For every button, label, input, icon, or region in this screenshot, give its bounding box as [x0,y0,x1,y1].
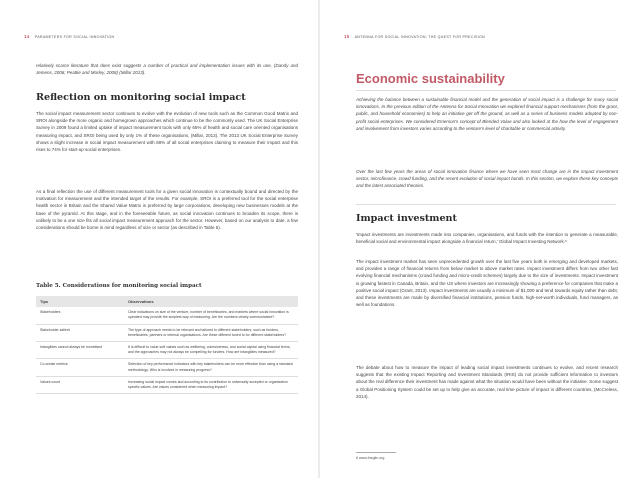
table-header-tips: Tips [36,296,124,307]
left-section-heading: Reflection on monitoring social impact [36,92,246,103]
table-cell-tip: Intangibles cannot always be monetised [36,342,124,359]
table-row [36,307,298,324]
right-page-number: 15 [344,34,350,39]
left-running-header [24,34,294,39]
table-header-observations: Observations [124,296,298,307]
table-row [36,324,298,341]
table-cell-tip: Stakeholders [36,307,124,324]
title-divider [356,90,616,91]
right-intro-1: Achieving the balance between a sustainable financial model and the generation of social impact is a challenge for many social innovations. In the previous edition of the Antenna for Social Innovation we explored financial support mechanisms (from the grant, public, and household economies) to help an initiative get off the ground, as well as a series of business models adopted by non-profit social enterprises. We considered Emerson's concept of Blended Value and also looked at the how the level of engagement and involvement from investors varies according to the venture's level of charitable or commercial activity. [356,97,618,131]
table-cell-observation: Increasing social impact comes and according to its contribution to universally accepted or organisation specific values. Are values considered when measuring impact? [124,376,298,393]
left-intro-text: relatively scarce literature that does exist suggests a number of practical and implementation issues with its use, (Dandy and Jemens, 2006; Peattie and Morley, 2008) (Millar 2013). [36,63,298,76]
page-gutter [318,0,320,478]
right-intro-2: Over the last few years the areas of social innovation finance where we have seen most change are in the impact investment sector, microfinance, crowd funding, and the recent evolution of social impact bonds. In this section, we explore these key concepts and the latest associated theories. [356,169,618,189]
right-quote: 'Impact investments are investments made into companies, organisations, and funds with the intention to generate a measurable, beneficial social and environmental impact alongside a financial return,' Global Impact Investing Network.⁶ [356,232,618,245]
table-row [36,342,298,359]
table-cell-observation: The type of approach needs to be relevant and tailored to different stakeholders, such as funders, beneficiaries, partners or internal organisations. Are these different tuned to for different stakeholders? [124,324,298,341]
right-paragraph-2: The debate about how to measure the impact of leading social impact investments continues to evolve, and recent research suggests that the existing Impact Reporting and Investment Standards (IRIS) do not provide sufficient information to investors about the real difference their investment has made against what the situation would have been without the initiative. Some suggest a Global Positioning System could be set up to help give an accurate, real time picture of impact in different countries, (McCreless, 2014). [356,365,618,399]
left-header-title: PARAMETERS FOR SOCIAL INNOVATION [34,35,115,39]
table-cell-observation: Selection of key performance indicators with key stakeholders can be more effective than using a standard methodology. Who is involved in measuring progress? [124,359,298,376]
table-cell-tip: Stakeholder salient [36,324,124,341]
right-running-header [344,34,614,39]
right-header-title: ANTENNA FOR SOCIAL INNOVATION: THE QUEST FOR PRECISION [354,35,486,39]
right-page [326,0,632,478]
table-cell-tip: Co-create metrics [36,359,124,376]
table-header-row [36,296,298,307]
table-row [36,376,298,393]
right-paragraph-1: The impact investment market has seen unprecedented growth over the last five years both in emerging and developed markets, and provides a range of financial returns from below market to above market rates. Impact investment differs from two other fast evolving financial mechanisms (crowd funding and micro-credit schemes) largely due to the size of investments. Impact investment is growing fastest in Canada, Britain, and the US where investors are increasingly showing a preference for companies that make a positive social impact (Grant, 2013). Impact investments are usually a minimum of $1,000 and tend towards equity rather than debt, and these investments are made by diversified financial institutions, pension funds, high-net-worth individuals, fund managers, as well as foundations. [356,259,618,308]
footnote: 6 www.thegiin.org [356,456,385,460]
left-paragraph-1: The social impact measurement sector continues to evolve with the evolution of new tools such as the Common Good Matrix and SROI alongside the more organic and homegrown approaches which continue to be the commonly used. The UK Social Enterprise Survey in 2009 found a limited uptake of impact measurement tools with only 65% of health and social care oriented organisations measuring impact, and SROI being used by only 1% of these organisations, (Millar, 2013). The 2013 UK Social Enterprise Survey shows a slight increase in social impact measurement with 68% of all social enterprises claiming to measure their impact and this rises to 74% for start-up social enterprises. [36,111,298,153]
subsection-divider [356,204,616,205]
table-cell-tip: Values count [36,376,124,393]
right-subheading: Impact investment [356,213,457,224]
table-caption: Table 5. Considerations for monitoring social impact [36,283,202,289]
table-cell-observation: Clear indications on size of the venture, number of beneficiaries, and markets where social innovation is operated may provide the simplest way of measuring. Are the numbers clearly communicated? [124,307,298,324]
right-section-title: Economic sustainability [356,71,505,86]
considerations-table [36,296,298,394]
left-paragraph-2: As a final reflection the use of different measurement tools for a given social innovation is contextually bound and directed by the motivation for measurement and the intended target of the results. For example, SROI is a preferred tool for the social enterprise health sector in Britain and the Shared Value Matrix is preferred by large corporations, developing new businesses models at the base of the pyramid. At this stage, and in the foreseeable future, as social innovation continues to broaden its scope, there is unlikely to be a one size fits all social impact measurement approach for the sector. However, based on our analysis to date, a few considerations should be borne in mind regardless of size or sector (as described in Table 5). [36,189,298,231]
left-page [6,0,312,478]
left-page-number: 14 [24,34,30,39]
table-cell-observation: It is difficult to value soft values such as wellbeing, cohesiveness, and social capital using financial terms, and the approaches may not always be compelling for funders. How are intangibles measured? [124,342,298,359]
footnote-rule [356,452,396,453]
table-row [36,359,298,376]
